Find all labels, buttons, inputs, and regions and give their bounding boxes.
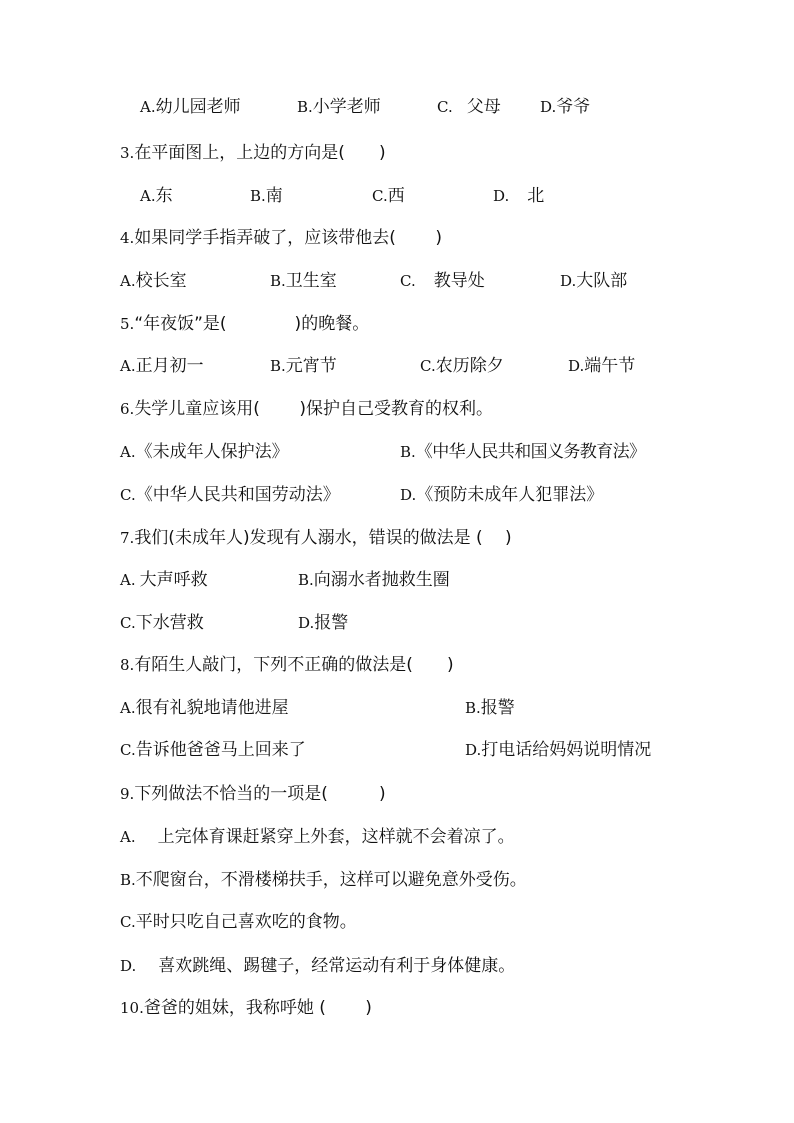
q5-stem (120, 313, 369, 335)
q8-option-a (120, 697, 289, 719)
q3-option-d (493, 185, 544, 207)
option-label: A. (140, 187, 156, 205)
question-text: 如果同学手指弄破了，应该带他去( ) (134, 228, 442, 248)
option-label: C. (400, 272, 416, 290)
q3-option-a (140, 185, 173, 207)
option-text: 元宵节 (285, 356, 337, 376)
q7-stem (120, 527, 512, 549)
option-label: B. (297, 98, 313, 116)
option-label: D. (560, 272, 577, 290)
q8-option-c (120, 739, 306, 761)
option-text: 校长室 (135, 271, 187, 291)
q7-option-d (298, 612, 348, 634)
option-text: 南 (265, 186, 283, 206)
q2-option-c (437, 96, 501, 118)
q8-option-d (465, 739, 651, 761)
q3-option-b (250, 185, 283, 207)
option-text: 卫生室 (285, 271, 337, 291)
question-number: 8. (120, 656, 135, 674)
question-number: 6. (120, 400, 135, 418)
option-text: 《中华人民共和国义务教育法》 (415, 442, 646, 462)
option-text: 端午节 (584, 356, 636, 376)
option-label: D. (465, 741, 482, 759)
option-text: 向溺水者抛救生圈 (313, 570, 450, 590)
option-text: 西 (387, 186, 405, 206)
question-text: 我们(未成年人)发现有人溺水，错误的做法是 ( ) (134, 528, 512, 548)
option-text: 很有礼貌地请他进屋 (135, 698, 289, 718)
q4-option-a (120, 270, 187, 292)
q6-option-a (120, 441, 289, 463)
option-text: 告诉他爸爸马上回来了 (135, 740, 306, 760)
question-number: 4. (120, 229, 135, 247)
option-text: 上完体育课赶紧穿上外套，这样就不会着凉了。 (157, 827, 515, 847)
question-number: 3. (120, 144, 135, 162)
q4-stem (120, 227, 442, 249)
q2-option-b (297, 96, 381, 118)
q6-option-b (400, 441, 645, 463)
q5-option-d (568, 355, 635, 377)
option-text: 爷爷 (556, 97, 591, 117)
option-label: A. (120, 272, 136, 290)
option-label: B. (270, 357, 286, 375)
q8-stem (120, 654, 454, 676)
option-text: 大队部 (576, 271, 628, 291)
option-label: C. (120, 913, 136, 931)
option-label: B. (250, 187, 266, 205)
q6-option-d (400, 484, 603, 506)
option-label: C. (120, 614, 136, 632)
option-label: D. (298, 614, 315, 632)
q6-stem (120, 398, 493, 420)
option-text: 北 (527, 186, 545, 206)
option-text: 《未成年人保护法》 (135, 442, 289, 462)
option-label: B. (120, 871, 136, 889)
question-text: 爸爸的姐妹，我称呼她 ( ) (143, 998, 372, 1018)
question-text: 在平面图上，上边的方向是( ) (134, 143, 386, 163)
q5-option-b (270, 355, 337, 377)
question-number: 5. (120, 315, 135, 333)
q9-option-c (120, 911, 357, 933)
option-label: D. (540, 98, 557, 116)
option-text: 正月初一 (135, 356, 204, 376)
option-text: 平时只吃自己喜欢吃的食物。 (135, 912, 357, 932)
option-label: A. (140, 98, 156, 116)
question-text: “年夜饭”是( )的晚餐。 (134, 314, 370, 334)
q9-stem (120, 783, 386, 805)
question-text: 有陌生人敲门，下列不正确的做法是( ) (134, 655, 454, 675)
q7-option-a (120, 569, 208, 591)
option-label: A. (120, 357, 136, 375)
question-text: 下列做法不恰当的一项是( ) (134, 784, 386, 804)
option-text: 东 (155, 186, 173, 206)
option-text: 小学老师 (312, 97, 381, 117)
q8-option-b (465, 697, 515, 719)
option-text: 农历除夕 (435, 356, 504, 376)
option-label: B. (270, 272, 286, 290)
option-label: C. (372, 187, 388, 205)
option-label: B. (465, 699, 481, 717)
q10-stem (120, 997, 372, 1019)
q4-option-c (400, 270, 485, 292)
q3-stem (120, 142, 386, 164)
q2-option-a (140, 96, 241, 118)
q6-option-c (120, 484, 340, 506)
option-label: A. (120, 571, 136, 589)
option-label: B. (400, 443, 416, 461)
option-label: D. (400, 486, 417, 504)
question-text: 失学儿童应该用( )保护自己受教育的权利。 (134, 399, 493, 419)
option-text: 《中华人民共和国劳动法》 (135, 485, 340, 505)
q4-option-d (560, 270, 627, 292)
option-text: 幼儿园老师 (155, 97, 241, 117)
option-text: 报警 (314, 613, 349, 633)
option-text: 报警 (480, 698, 515, 718)
q5-option-a (120, 355, 204, 377)
option-text: 教导处 (433, 271, 485, 291)
option-label: A. (120, 828, 136, 846)
question-number: 9. (120, 785, 135, 803)
option-label: C. (437, 98, 453, 116)
option-label: C. (120, 486, 136, 504)
option-text: 《预防未成年人犯罪法》 (416, 485, 604, 505)
q9-option-d (120, 955, 515, 977)
option-text: 父母 (466, 97, 501, 117)
option-text: 下水营救 (135, 613, 204, 633)
option-text: 打电话给妈妈说明情况 (481, 740, 652, 760)
q2-option-d (540, 96, 590, 118)
option-label: A. (120, 699, 136, 717)
q9-option-a (120, 826, 515, 848)
option-text: 喜欢跳绳、踢毽子，经常运动有利于身体健康。 (158, 956, 516, 976)
option-label: C. (120, 741, 136, 759)
option-text: 大声呼救 (139, 570, 208, 590)
option-label: D. (493, 187, 510, 205)
question-number: 7. (120, 529, 135, 547)
q3-option-c (372, 185, 405, 207)
q7-option-b (298, 569, 450, 591)
q9-option-b (120, 869, 527, 891)
q5-option-c (420, 355, 504, 377)
question-number: 10. (120, 999, 144, 1017)
option-label: D. (568, 357, 585, 375)
option-label: B. (298, 571, 314, 589)
option-text: 不爬窗台，不滑楼梯扶手，这样可以避免意外受伤。 (135, 870, 527, 890)
q7-option-c (120, 612, 204, 634)
q4-option-b (270, 270, 337, 292)
option-label: A. (120, 443, 136, 461)
option-label: D. (120, 957, 137, 975)
option-label: C. (420, 357, 436, 375)
